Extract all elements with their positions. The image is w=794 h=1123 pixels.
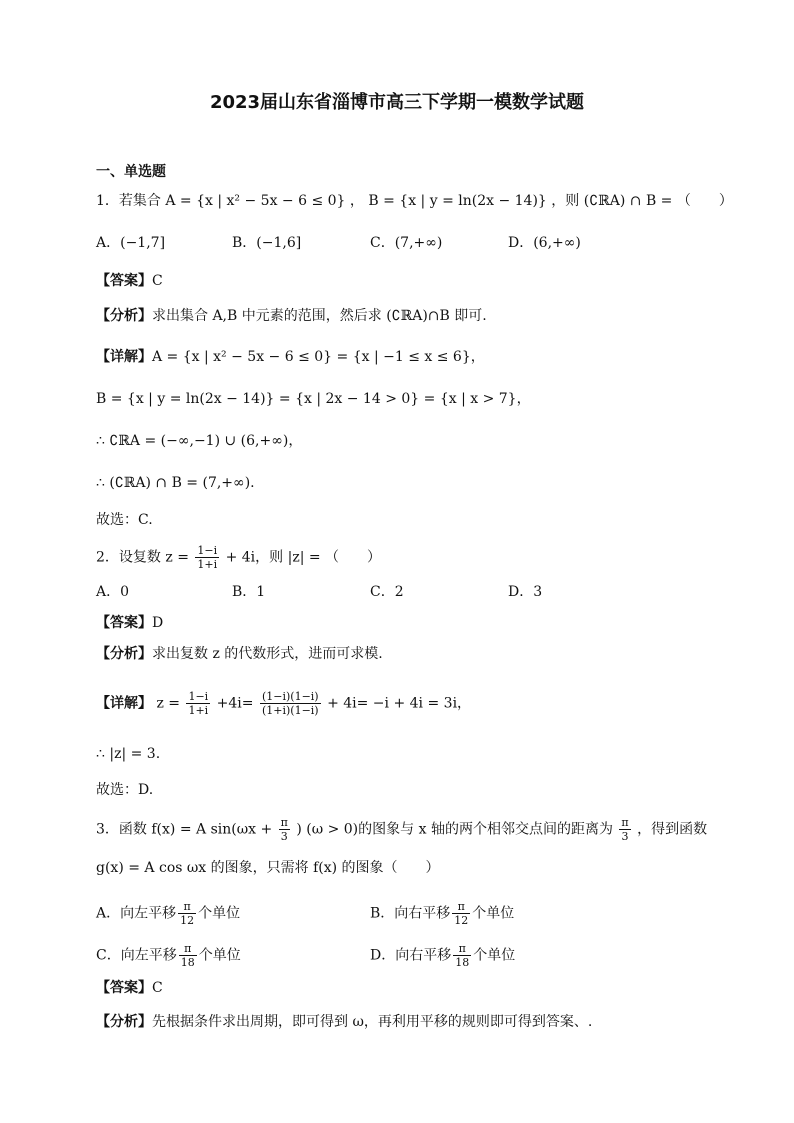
q2-detail-frac1-den: 1+i (188, 704, 209, 717)
q1-set-b: B = {x | y = ln(2x − 14)} (368, 193, 547, 209)
q3-func-fraction (279, 816, 290, 843)
q1-stem-pre: 1．若集合 (96, 193, 161, 209)
q2-stem-post: |z| = （ ） (287, 549, 382, 566)
q3-option-b-den: 12 (454, 914, 469, 927)
q1-option-d: D．(6,+∞) (508, 235, 581, 251)
q3-option-c-suffix: 个单位 (198, 947, 241, 964)
q2-option-c: C．2 (370, 584, 404, 600)
q2-answer (96, 613, 163, 633)
q2-detail-line-2: ∴ |z| = 3. (96, 746, 161, 762)
q3-option-d-den: 18 (455, 956, 470, 969)
q3-stem-tail: ，得到函数 (637, 821, 708, 838)
q2-frac-num: 1−i (197, 544, 218, 557)
q1-detail-tag: 【详解】 (96, 349, 152, 365)
q1-detail-line-3: ∴ ∁ℝA = (−∞,−1) ∪ (6,+∞)， (96, 433, 303, 449)
q1-detail-text-1: A = {x | x² − 5x − 6 ≤ 0} = {x | −1 ≤ x ≤ 6}， (152, 349, 485, 365)
q3-option-c-text: C．向左平移 (96, 947, 177, 964)
q1-analysis-text: 求出集合 A,B 中元素的范围，然后求 (∁ℝA)∩B 即可. (152, 308, 487, 324)
q1-detail-line-4: ∴ (∁ℝA) ∩ B = (7,+∞). (96, 475, 255, 491)
q3-option-c (96, 942, 241, 969)
q2-option-a: A．0 (96, 584, 130, 600)
q3-func-post: ) (296, 821, 302, 838)
q2-fraction (195, 544, 219, 571)
q1-option-c: C．(7,+∞) (370, 235, 443, 251)
q1-detail-line-2: B = {x | y = ln(2x − 14)} = {x | 2x − 14 > 0} = {x | x > 7}， (96, 391, 531, 407)
q2-detail-frac2-num: (1−i)(1−i) (261, 690, 319, 703)
q2-analysis (96, 644, 383, 664)
q3-stem-line-2: g(x) = A cos ωx 的图象，只需将 f(x) 的图象（ ） (96, 860, 440, 876)
q2-detail-fraction-2 (260, 690, 321, 717)
q2-z-eq: z = (165, 549, 189, 566)
document-title: 2023届山东省淄博市高三下学期一模数学试题 (209, 92, 585, 113)
q2-answer-tag: 【答案】 (96, 615, 152, 631)
q2-stem-mid: + 4i，则 (225, 549, 284, 566)
q2-detail-z: z = (156, 695, 181, 712)
q2-detail-frac1-num: 1−i (188, 690, 209, 703)
q1-set-a: A = {x | x² − 5x − 6 ≤ 0} (165, 193, 346, 209)
q1-analysis (96, 306, 487, 326)
q2-detail-mid: +4i= (216, 695, 254, 712)
section-title: 一、单选题 (96, 164, 166, 180)
q1-conclusion: 故选：C. (96, 512, 153, 528)
q3-option-b-suffix: 个单位 (472, 905, 515, 922)
q3-pi-den: 3 (280, 830, 288, 843)
q2-detail-post: + 4i= −i + 4i = 3i， (327, 695, 472, 712)
q3-analysis-tag: 【分析】 (96, 1014, 152, 1030)
q3-answer-value: C (152, 980, 163, 996)
q1-answer-value: C (152, 273, 163, 289)
q1-stem (96, 191, 733, 211)
q3-stem-pre: 3．函数 (96, 821, 147, 838)
q1-answer (96, 271, 163, 291)
q1-option-a: A．(−1,7] (96, 235, 166, 251)
q2-stem-pre: 2．设复数 (96, 549, 161, 566)
q2-detail-line-1 (96, 690, 471, 717)
q3-stem (96, 816, 707, 843)
q3-option-b-text: B．向右平移 (370, 905, 451, 922)
q2-stem (96, 544, 381, 571)
q3-pi-num: π (280, 816, 288, 829)
q3-option-a (96, 900, 240, 927)
q2-analysis-tag: 【分析】 (96, 646, 152, 662)
q3-condition: (ω > 0)的图象与 x 轴的两个相邻交点间的距离为 (306, 821, 613, 838)
q3-option-d-num: π (453, 942, 471, 956)
q3-option-c-num: π (179, 942, 197, 956)
q2-detail-frac2-den: (1+i)(1−i) (261, 704, 319, 717)
q2-option-b: B．1 (232, 584, 266, 600)
q3-analysis-text: 先根据条件求出周期，即可得到 ω，再利用平移的规则即可得到答案、. (152, 1014, 593, 1030)
q3-option-d (370, 942, 515, 969)
q1-stem-post: ，则 (∁ℝA) ∩ B = （ ） (551, 193, 733, 209)
q2-detail-fraction-1 (186, 690, 210, 717)
q3-option-b (370, 900, 514, 927)
q3-option-d-text: D．向右平移 (370, 947, 452, 964)
q3-option-a-text: A．向左平移 (96, 905, 177, 922)
q3-option-b-num: π (452, 900, 470, 914)
q3-func: f(x) = A sin(ωx + (151, 821, 273, 838)
q2-conclusion: 故选：D. (96, 782, 154, 798)
q3-option-c-fraction (179, 942, 197, 969)
q3-dist-num: π (621, 816, 629, 829)
q3-option-a-suffix: 个单位 (198, 905, 241, 922)
q3-distance-fraction (619, 816, 630, 843)
q3-option-a-den: 12 (180, 914, 195, 927)
q2-detail-tag: 【详解】 (96, 695, 152, 712)
q3-answer (96, 978, 163, 998)
q1-detail-line-1 (96, 347, 485, 367)
q1-sep: ， (349, 193, 364, 209)
q3-option-d-suffix: 个单位 (473, 947, 516, 964)
q1-analysis-tag: 【分析】 (96, 308, 152, 324)
q1-option-b: B．(−1,6] (232, 235, 302, 251)
q3-option-b-fraction (452, 900, 470, 927)
q3-analysis (96, 1012, 592, 1032)
q3-dist-den: 3 (621, 830, 629, 843)
q3-option-d-fraction (453, 942, 471, 969)
q3-answer-tag: 【答案】 (96, 980, 152, 996)
q3-option-c-den: 18 (180, 956, 195, 969)
q3-option-a-num: π (178, 900, 196, 914)
q3-option-a-fraction (178, 900, 196, 927)
q1-answer-tag: 【答案】 (96, 273, 152, 289)
q2-option-d: D．3 (508, 584, 543, 600)
q2-analysis-text: 求出复数 z 的代数形式，进而可求模. (152, 646, 383, 662)
q2-frac-den: 1+i (197, 558, 218, 571)
q2-answer-value: D (152, 615, 164, 631)
